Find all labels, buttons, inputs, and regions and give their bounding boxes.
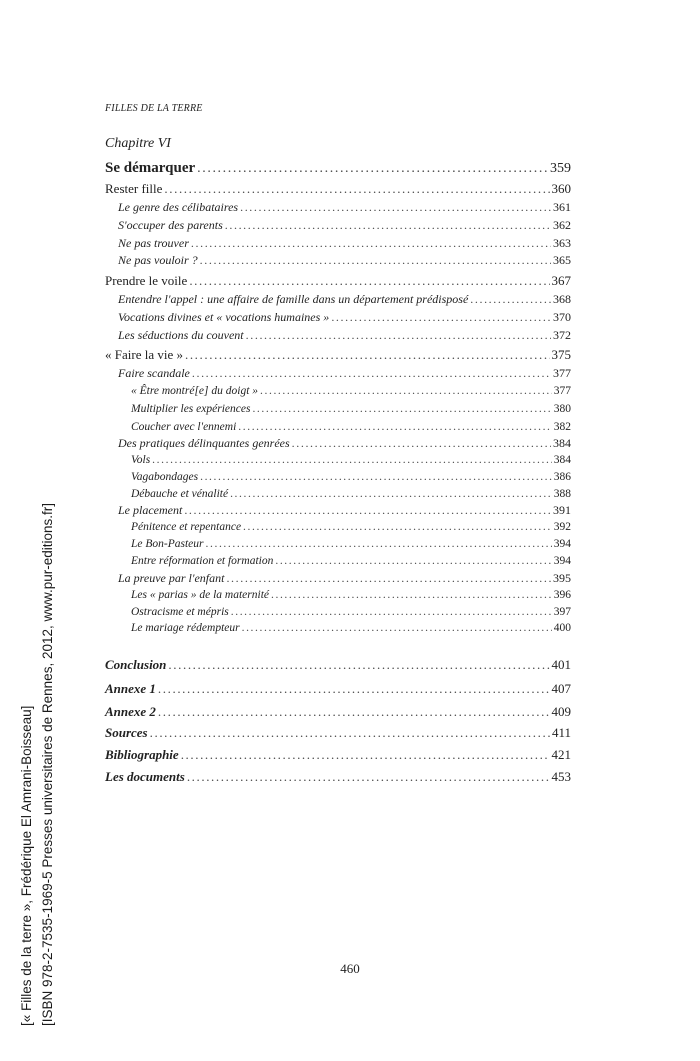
- toc-entry-title: Ne pas vouloir ?: [118, 253, 198, 267]
- toc-entry-page: 388: [553, 488, 571, 500]
- dot-leader: [158, 703, 550, 721]
- dot-leader: [470, 290, 551, 308]
- toc-entry-title: Prendre le voile: [105, 273, 188, 288]
- back-matter-entry: [105, 768, 571, 786]
- toc-entry-title: « Être montré[e] du doigt »: [131, 385, 259, 397]
- toc-entry-title: Le placement: [118, 503, 183, 517]
- back-matter-entry: [105, 746, 571, 764]
- toc-entry-level-2: [118, 501, 571, 519]
- toc-entry-page: 375: [551, 347, 571, 362]
- back-matter-entry: [105, 724, 571, 742]
- toc-entry-level-3: [131, 552, 571, 570]
- toc-entry-page: 372: [553, 328, 571, 342]
- toc-entry-page: 392: [553, 521, 571, 533]
- dot-leader: [192, 364, 551, 382]
- toc-entry-title: Vagabondages: [131, 471, 199, 483]
- citation-note: [16, 503, 58, 1026]
- toc-entry-page: 384: [553, 454, 571, 466]
- toc-entry-level-2: [118, 234, 571, 252]
- toc-entry-level-3: [131, 400, 571, 418]
- back-matter-page: 411: [551, 725, 571, 740]
- dot-leader: [260, 382, 552, 400]
- dot-leader: [243, 518, 552, 536]
- dot-leader: [197, 160, 548, 178]
- citation-title-line: [« Filles de la terre », Frédérique El Amrani-Boisseau]: [19, 705, 34, 1026]
- back-matter-entry: [105, 680, 571, 698]
- dot-leader: [164, 180, 549, 198]
- toc-entry-level-2: [118, 569, 571, 587]
- toc-entry-title: Des pratiques délinquantes genrées: [118, 436, 290, 450]
- running-head: FILLES DE LA TERRE: [105, 103, 203, 114]
- toc-entry-page: 367: [551, 273, 571, 288]
- toc-entry-page: 361: [553, 200, 571, 214]
- toc-entry-title: Ostracisme et mépris: [131, 606, 229, 618]
- toc-entry-level-2: [118, 434, 571, 452]
- toc-entry-page: 394: [553, 555, 571, 567]
- toc-entry-level-1: [105, 180, 571, 198]
- dot-leader: [275, 552, 551, 570]
- toc-entry-title: Le mariage rédempteur: [131, 622, 240, 634]
- toc-entry-page: 368: [553, 292, 571, 306]
- dot-leader: [271, 586, 552, 604]
- toc-entry-level-2: [118, 216, 571, 234]
- toc-entry-level-1: [105, 272, 571, 290]
- toc-entry-title: La preuve par l'enfant: [118, 571, 225, 585]
- toc-entry-page: 386: [553, 471, 571, 483]
- toc-entry-page: 391: [553, 503, 571, 517]
- toc-entry-title: Ne pas trouver: [118, 236, 189, 250]
- toc-entry-level-2: [118, 326, 571, 344]
- back-matter-title: Les documents: [105, 769, 185, 784]
- dot-leader: [168, 656, 549, 674]
- dot-leader: [240, 198, 551, 216]
- toc-entry-title: Faire scandale: [118, 366, 190, 380]
- back-matter-page: 421: [551, 747, 571, 762]
- dot-leader: [185, 346, 550, 364]
- toc-entry-page: 362: [553, 218, 571, 232]
- toc-entry-title: Débauche et vénalité: [131, 488, 229, 500]
- toc-entry-title: Rester fille: [105, 181, 163, 196]
- dot-leader: [292, 434, 551, 452]
- dot-leader: [225, 216, 551, 234]
- back-matter-title: Annexe 1: [105, 681, 156, 696]
- toc-entry-title: Vols: [131, 454, 151, 466]
- toc-entry-level-2: [118, 364, 571, 382]
- back-matter-title: Annexe 2: [105, 704, 156, 719]
- dot-leader: [150, 724, 550, 742]
- toc-entry-page: 377: [553, 366, 571, 380]
- dot-leader: [191, 234, 551, 252]
- toc-entry-level-0: [105, 159, 571, 178]
- citation-isbn-line: [ISBN 978-2-7535-1969-5 Presses universitaires de Rennes, 2012, www.pur-editions.fr]: [40, 502, 55, 1026]
- back-matter-page: 453: [551, 769, 571, 784]
- dot-leader: [200, 251, 551, 269]
- toc-entry-title: Les séductions du couvent: [118, 328, 244, 342]
- back-matter-entry: [105, 703, 571, 721]
- chapter-label: Chapitre VI: [105, 136, 171, 151]
- toc-entry-level-2: [118, 290, 571, 308]
- toc-entry-page: 394: [553, 538, 571, 550]
- dot-leader: [246, 326, 551, 344]
- toc-entry-level-2: [118, 251, 571, 269]
- toc-entry-title: « Faire la vie »: [105, 347, 183, 362]
- toc-entry-level-3: [131, 586, 571, 604]
- toc-entry-page: 380: [553, 403, 571, 415]
- toc-entry-page: 396: [553, 589, 571, 601]
- toc-entry-title: Pénitence et repentance: [131, 521, 242, 533]
- toc-entry-title: Le genre des célibataires: [118, 200, 239, 214]
- toc-entry-title: Multiplier les expériences: [131, 403, 251, 415]
- dot-leader: [331, 308, 551, 326]
- toc-entry-title: Se démarquer: [105, 160, 196, 176]
- toc-entry-page: 360: [551, 181, 571, 196]
- toc-entry-level-3: [131, 382, 571, 400]
- back-matter-page: 407: [551, 681, 571, 696]
- dot-leader: [181, 746, 550, 764]
- back-matter-title: Conclusion: [105, 657, 167, 672]
- dot-leader: [187, 768, 550, 786]
- toc-entry-level-3: [131, 535, 571, 553]
- toc-entry-title: S'occuper des parents: [118, 218, 223, 232]
- toc-entry-page: 395: [553, 571, 571, 585]
- dot-leader: [206, 535, 552, 553]
- toc-entry-page: 377: [553, 385, 571, 397]
- back-matter-title: Bibliographie: [105, 747, 179, 762]
- back-matter-title: Sources: [105, 725, 148, 740]
- toc-entry-level-2: [118, 308, 571, 326]
- toc-entry-page: 370: [553, 310, 571, 324]
- toc-entry-title: Vocations divines et « vocations humaines »: [118, 310, 330, 324]
- toc-entry-page: 400: [553, 622, 571, 634]
- dot-leader: [189, 272, 549, 290]
- toc-entry-level-3: [131, 451, 571, 469]
- dot-leader: [152, 451, 552, 469]
- page-number: 460: [340, 961, 360, 976]
- dot-leader: [252, 400, 551, 418]
- toc-entry-page: 397: [553, 606, 571, 618]
- toc-entry-page: 384: [553, 436, 571, 450]
- toc-entry-level-3: [131, 619, 571, 637]
- back-matter-entry: [105, 656, 571, 674]
- toc-entry-level-3: [131, 468, 571, 486]
- toc-entry-page: 365: [553, 253, 571, 267]
- dot-leader: [184, 501, 551, 519]
- dot-leader: [226, 569, 551, 587]
- dot-leader: [158, 680, 550, 698]
- back-matter-page: 409: [551, 704, 571, 719]
- back-matter-page: 401: [551, 657, 571, 672]
- toc-entry-title: Entre réformation et formation: [131, 555, 274, 567]
- toc-entry-title: Coucher avec l'ennemi: [131, 421, 237, 433]
- toc-entry-level-1: [105, 346, 571, 364]
- toc-entry-page: 359: [550, 161, 571, 176]
- toc-entry-page: 382: [553, 421, 571, 433]
- toc-entry-level-2: [118, 198, 571, 216]
- toc-entry-title: Les « parias » de la maternité: [131, 589, 269, 601]
- dot-leader: [242, 619, 552, 637]
- toc-entry-page: 363: [553, 236, 571, 250]
- toc-entry-level-3: [131, 518, 571, 536]
- dot-leader: [200, 468, 552, 486]
- toc-entry-title: Le Bon-Pasteur: [131, 538, 204, 550]
- toc-entry-title: Entendre l'appel : une affaire de famille dans un département prédisposé: [118, 292, 469, 306]
